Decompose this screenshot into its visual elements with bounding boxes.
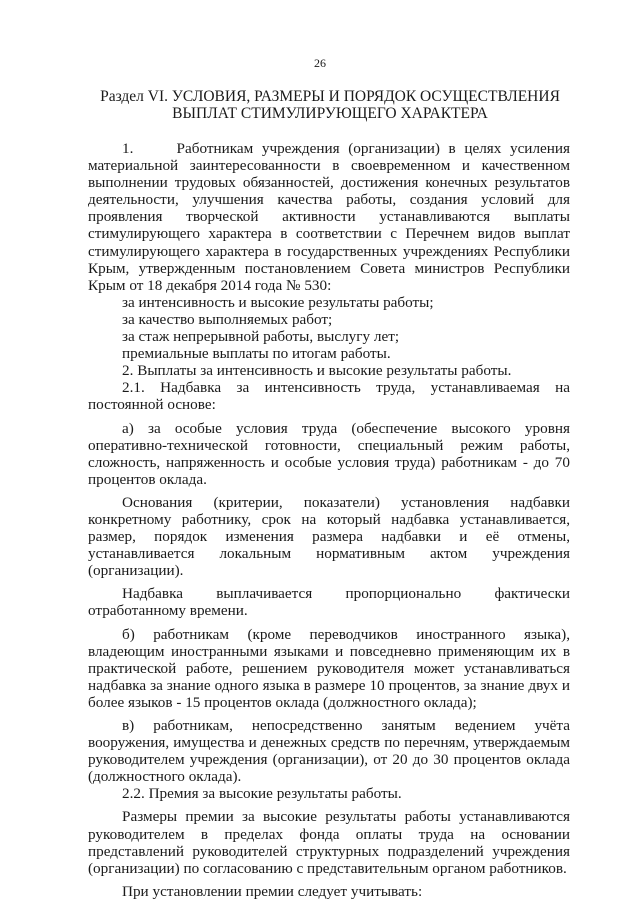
section-heading: Раздел VI. УСЛОВИЯ, РАЗМЕРЫ И ПОРЯДОК ОСУЩЕСТВЛЕНИЯ ВЫПЛАТ СТИМУЛИРУЮЩЕГО ХАРАКТЕРА	[100, 88, 560, 122]
paragraph-2: 2. Выплаты за интенсивность и высокие результаты работы.	[122, 362, 512, 380]
document-body	[88, 140, 570, 900]
paragraph-criteria: Основания (критерии, показатели) установления надбавки конкретному работнику, срок на который надбавка устанавливается, размер, порядок изменения размера надбавки и её отмены, устанавливается локальным нормативным актом учреждения (организации).	[88, 493, 570, 580]
paragraph-1: 1. Работникам учреждения (организации) в целях усиления материальной заинтересованности в своевременном и качественном выполнении трудовых обязанностей, достижения конечных результатов деятельности, улучшения качества работы, создания условий для проявления творческой активности устанавливаются выплаты стимулирующего характера в соответствии с Перечнем видов выплат стимулирующего характера в государственных учреждениях Республики Крым, утвержденным постановлением Совета министров Республики Крым от 18 декабря 2014 года № 530:	[88, 140, 570, 294]
paragraph-2-1-v: в) работникам, непосредственно занятым ведением учёта вооружения, имущества и денежных средств по перечням, утверждаемым руководителем учреждения (организации), от 20 до 30 процентов оклада (должностного оклада).	[88, 717, 570, 786]
paragraph-bonus-consider: При установлении премии следует учитывать:	[122, 882, 423, 900]
paragraph-2-1-a: а) за особые условия труда (обеспечение высокого уровня оперативно-технической готовности, специальный режим работы, сложность, напряженность и особые условия труда) работникам - до 70 процентов оклада.	[88, 419, 570, 488]
paragraph-2-1-b: б) работникам (кроме переводчиков иностранного языка), владеющим иностранными языками и повседневно применяющим их в практической работе, решением руководителя может устанавливаться надбавка за знание одного языка в размере 10 процентов, за знание двух и более языков - 15 процентов оклада (должностного оклада);	[88, 625, 570, 711]
list-item-quality: за качество выполняемых работ;	[122, 310, 333, 328]
page-number: 26	[314, 56, 326, 70]
list-item-intensity: за интенсивность и высокие результаты работы;	[122, 293, 434, 311]
list-item-bonus: премиальные выплаты по итогам работы.	[122, 345, 391, 363]
paragraph-bonus-size: Размеры премии за высокие результаты работы устанавливаются руководителем в пределах фонда оплаты труда на основании представлений руководителей структурных подразделений учреждения (организации) по согласованию с представительным органом работников.	[88, 808, 570, 877]
paragraph-2-1: 2.1. Надбавка за интенсивность труда, устанавливаемая на постоянной основе:	[88, 379, 570, 414]
paragraph-proportional: Надбавка выплачивается пропорционально фактически отработанному времени.	[88, 585, 570, 620]
list-item-seniority: за стаж непрерывной работы, выслугу лет;	[122, 328, 400, 346]
paragraph-2-2: 2.2. Премия за высокие результаты работы.	[122, 785, 402, 803]
